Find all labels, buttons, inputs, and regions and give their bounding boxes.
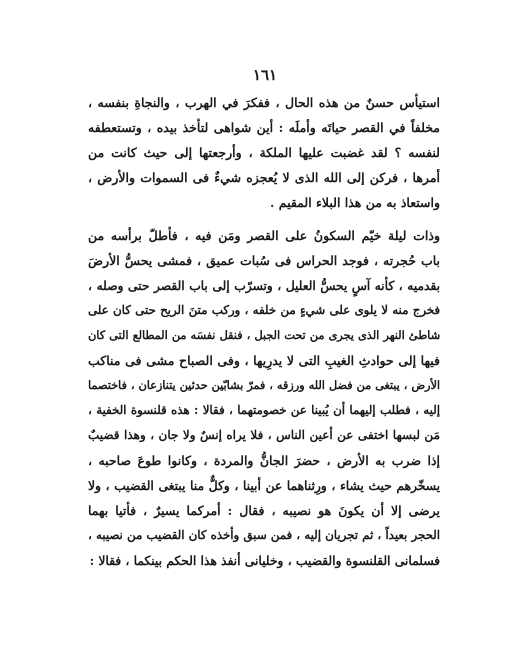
text-line: إذا ضرب به الأرض ، حضرَ الجانُّ والمردة ، وكانوا طوعَ صاحبه ، — [88, 453, 440, 468]
text-line: واستعاذ به من هذا البلاء المقيم . — [270, 195, 440, 210]
text-line: مخلفاً في القصر حياتَه وأملَه : أين شواهى لتأخذ بيده ، وتستعطفه — [88, 120, 440, 135]
text-line: إليه ، فطلب إليهما أن يُبينا عن خصومتهما ، فقالا : هذه قلنسوة الخفية ، — [88, 403, 440, 417]
text-line: يرضى إلا أن يكونَ هو نصيبه ، فقال : أمركما يسيرٌ ، فأتيا بهما — [88, 503, 440, 518]
paragraph — [88, 223, 440, 573]
text-line: وذات ليلة خيّم السكونُ على القصر ومَن فيه ، فأطلّ برأسه من — [88, 228, 440, 243]
text-line: فسلمانى القلنسوة والقضيب ، وخليانى أنفذ هذا الحكم بينكما ، فقالا : — [89, 553, 440, 568]
text-line: فخرج منه لا يلوى على شيءٍ من خلفه ، وركب متنَ الريح حتى كان على — [88, 303, 440, 317]
text-line: الأرض ، يبتغى من فضل الله ورزقه ، فمرّ بشابّين حدثين يتنازعان ، فاختصما — [88, 378, 440, 392]
text-line: بقدميه ، كأنه آسٍ يحسُّ العليل ، وتسرّب إلى باب القصر حتى وصله ، — [88, 278, 440, 293]
text-line: مَن لبسها اختفى عن أعين الناس ، فلا يراه إنسٌ ولا جان ، وهذا قضيبٌ — [88, 428, 440, 442]
text-line: الحجر بعيداً ، ثم تجريان إليه ، فمن سبق وأخذه كان القضيب من نصيبه ، — [88, 528, 440, 542]
text-line: شاطئ النهر الذى يجرى من تحت الجبل ، فنقل نفسَه من المطالع التى كان — [88, 328, 440, 342]
text-line: لنفسه ؟ لقد غضبت عليها الملكة ، وأرجعتها إلى حيث كانت من — [88, 145, 440, 160]
text-line: استيأس حسنٌ من هذه الحال ، ففكرَ في الهرب ، والنجاةِ بنفسه ، — [88, 95, 440, 110]
page-body — [88, 90, 440, 573]
paragraph — [88, 90, 440, 215]
text-line: أمرها ، فركن إلى الله الذى لا يُعجزه شيءٌ فى السموات والأرض ، — [88, 170, 440, 185]
text-line: فيها إلى حوادثِ الغيبِ التى لا يدرِيها ، وفى الصباح مشى فى مناكب — [88, 353, 440, 368]
page-number: ١٦١ — [252, 66, 278, 84]
text-line: يسخّرهم حيث يشاء ، ورِثناهما عن أبينا ، وكلٌّ منا يبتغى القضيب ، ولا — [88, 478, 440, 493]
text-line: باب حُجرته ، فوجد الحراس فى سُبات عميق ، فمشى يحسُّ الأرضَ — [88, 253, 440, 268]
